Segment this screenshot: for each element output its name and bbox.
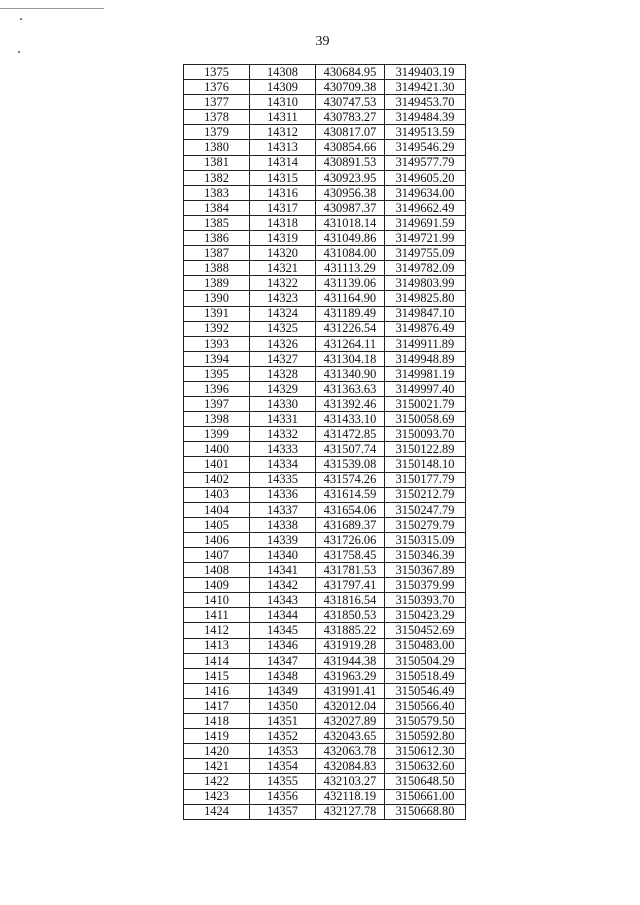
point-number-cell: 1387 [184,246,250,261]
x-coordinate-cell: 431472.85 [316,427,385,442]
x-coordinate-cell: 431340.90 [316,366,385,381]
point-number-cell: 1415 [184,668,250,683]
x-coordinate-cell: 431654.06 [316,502,385,517]
vertex-id-cell: 14338 [250,517,316,532]
point-number-cell: 1409 [184,578,250,593]
vertex-id-cell: 14342 [250,578,316,593]
vertex-id-cell: 14313 [250,140,316,155]
y-coordinate-cell: 3150021.79 [385,397,466,412]
point-number-cell: 1394 [184,351,250,366]
y-coordinate-cell: 3150279.79 [385,517,466,532]
table-row [184,653,466,668]
vertex-id-cell: 14336 [250,487,316,502]
x-coordinate-cell: 431797.41 [316,578,385,593]
x-coordinate-cell: 431018.14 [316,215,385,230]
x-coordinate-cell: 431363.63 [316,381,385,396]
y-coordinate-cell: 3149997.40 [385,381,466,396]
table-row [184,351,466,366]
y-coordinate-cell: 3149453.70 [385,95,466,110]
point-number-cell: 1388 [184,261,250,276]
table-row [184,155,466,170]
x-coordinate-cell: 430891.53 [316,155,385,170]
table-row [184,427,466,442]
x-coordinate-cell: 432084.83 [316,759,385,774]
vertex-id-cell: 14357 [250,804,316,819]
y-coordinate-cell: 3150579.50 [385,714,466,729]
table-row [184,140,466,155]
y-coordinate-cell: 3150093.70 [385,427,466,442]
point-number-cell: 1417 [184,698,250,713]
x-coordinate-cell: 431781.53 [316,563,385,578]
vertex-id-cell: 14351 [250,714,316,729]
y-coordinate-cell: 3150648.50 [385,774,466,789]
table-row [184,291,466,306]
vertex-id-cell: 14346 [250,638,316,653]
table-row [184,125,466,140]
x-coordinate-cell: 431392.46 [316,397,385,412]
vertex-id-cell: 14310 [250,95,316,110]
point-number-cell: 1396 [184,381,250,396]
y-coordinate-cell: 3150393.70 [385,593,466,608]
x-coordinate-cell: 432012.04 [316,698,385,713]
vertex-id-cell: 14322 [250,276,316,291]
x-coordinate-cell: 430684.95 [316,65,385,80]
point-number-cell: 1391 [184,306,250,321]
y-coordinate-cell: 3150122.89 [385,442,466,457]
y-coordinate-cell: 3150566.40 [385,698,466,713]
vertex-id-cell: 14355 [250,774,316,789]
x-coordinate-cell: 432127.78 [316,804,385,819]
y-coordinate-cell: 3149803.99 [385,276,466,291]
point-number-cell: 1393 [184,336,250,351]
x-coordinate-cell: 431963.29 [316,668,385,683]
x-coordinate-cell: 430783.27 [316,110,385,125]
x-coordinate-cell: 431991.41 [316,683,385,698]
vertex-id-cell: 14321 [250,261,316,276]
vertex-id-cell: 14308 [250,65,316,80]
point-number-cell: 1385 [184,215,250,230]
table-row [184,321,466,336]
vertex-id-cell: 14349 [250,683,316,698]
x-coordinate-cell: 430709.38 [316,80,385,95]
table-row [184,80,466,95]
x-coordinate-cell: 431139.06 [316,276,385,291]
y-coordinate-cell: 3150367.89 [385,563,466,578]
point-number-cell: 1399 [184,427,250,442]
table-row [184,487,466,502]
table-row [184,65,466,80]
x-coordinate-cell: 431539.08 [316,457,385,472]
point-number-cell: 1383 [184,185,250,200]
point-number-cell: 1389 [184,276,250,291]
vertex-id-cell: 14311 [250,110,316,125]
x-coordinate-cell: 431614.59 [316,487,385,502]
y-coordinate-cell: 3149721.99 [385,231,466,246]
vertex-id-cell: 14335 [250,472,316,487]
y-coordinate-cell: 3150661.00 [385,789,466,804]
point-number-cell: 1412 [184,623,250,638]
x-coordinate-cell: 431850.53 [316,608,385,623]
y-coordinate-cell: 3150148.10 [385,457,466,472]
table-row [184,397,466,412]
y-coordinate-cell: 3149546.29 [385,140,466,155]
vertex-id-cell: 14330 [250,397,316,412]
table-row [184,457,466,472]
point-number-cell: 1404 [184,502,250,517]
x-coordinate-cell: 430747.53 [316,95,385,110]
page-number: 39 [315,34,330,49]
table-row [184,215,466,230]
table-row [184,683,466,698]
coordinates-table [183,64,466,820]
point-number-cell: 1410 [184,593,250,608]
vertex-id-cell: 14316 [250,185,316,200]
vertex-id-cell: 14337 [250,502,316,517]
vertex-id-cell: 14331 [250,412,316,427]
scan-speck [20,18,22,20]
table-row [184,714,466,729]
point-number-cell: 1379 [184,125,250,140]
point-number-cell: 1403 [184,487,250,502]
x-coordinate-cell: 431304.18 [316,351,385,366]
point-number-cell: 1405 [184,517,250,532]
x-coordinate-cell: 431113.29 [316,261,385,276]
x-coordinate-cell: 431944.38 [316,653,385,668]
vertex-id-cell: 14348 [250,668,316,683]
point-number-cell: 1381 [184,155,250,170]
y-coordinate-cell: 3150632.60 [385,759,466,774]
x-coordinate-cell: 430854.66 [316,140,385,155]
table-row [184,110,466,125]
x-coordinate-cell: 431189.49 [316,306,385,321]
table-row [184,472,466,487]
x-coordinate-cell: 432118.19 [316,789,385,804]
x-coordinate-cell: 431726.06 [316,532,385,547]
table-row [184,200,466,215]
x-coordinate-cell: 432103.27 [316,774,385,789]
y-coordinate-cell: 3150546.49 [385,683,466,698]
y-coordinate-cell: 3149577.79 [385,155,466,170]
vertex-id-cell: 14344 [250,608,316,623]
table-row [184,668,466,683]
table-row [184,563,466,578]
y-coordinate-cell: 3149605.20 [385,170,466,185]
point-number-cell: 1407 [184,548,250,563]
vertex-id-cell: 14329 [250,381,316,396]
point-number-cell: 1419 [184,729,250,744]
y-coordinate-cell: 3150504.29 [385,653,466,668]
table-row [184,698,466,713]
table-row [184,170,466,185]
table-row [184,246,466,261]
table-row [184,759,466,774]
table-row [184,261,466,276]
y-coordinate-cell: 3149847.10 [385,306,466,321]
vertex-id-cell: 14343 [250,593,316,608]
vertex-id-cell: 14325 [250,321,316,336]
point-number-cell: 1377 [184,95,250,110]
vertex-id-cell: 14326 [250,336,316,351]
y-coordinate-cell: 3149755.09 [385,246,466,261]
x-coordinate-cell: 431507.74 [316,442,385,457]
x-coordinate-cell: 430956.38 [316,185,385,200]
x-coordinate-cell: 431919.28 [316,638,385,653]
vertex-id-cell: 14328 [250,366,316,381]
point-number-cell: 1424 [184,804,250,819]
vertex-id-cell: 14352 [250,729,316,744]
y-coordinate-cell: 3149825.80 [385,291,466,306]
vertex-id-cell: 14320 [250,246,316,261]
x-coordinate-cell: 431164.90 [316,291,385,306]
table-row [184,744,466,759]
table-row [184,548,466,563]
vertex-id-cell: 14317 [250,200,316,215]
y-coordinate-cell: 3150212.79 [385,487,466,502]
point-number-cell: 1421 [184,759,250,774]
table-row [184,804,466,819]
x-coordinate-cell: 430987.37 [316,200,385,215]
point-number-cell: 1416 [184,683,250,698]
y-coordinate-cell: 3149876.49 [385,321,466,336]
y-coordinate-cell: 3149948.89 [385,351,466,366]
table-row [184,593,466,608]
vertex-id-cell: 14350 [250,698,316,713]
vertex-id-cell: 14345 [250,623,316,638]
vertex-id-cell: 14340 [250,548,316,563]
x-coordinate-cell: 431689.37 [316,517,385,532]
x-coordinate-cell: 431049.86 [316,231,385,246]
table-row [184,412,466,427]
y-coordinate-cell: 3150452.69 [385,623,466,638]
y-coordinate-cell: 3149662.49 [385,200,466,215]
coordinates-table-body [184,65,466,820]
y-coordinate-cell: 3149484.39 [385,110,466,125]
x-coordinate-cell: 431758.45 [316,548,385,563]
x-coordinate-cell: 431226.54 [316,321,385,336]
x-coordinate-cell: 431574.26 [316,472,385,487]
vertex-id-cell: 14319 [250,231,316,246]
x-coordinate-cell: 431084.00 [316,246,385,261]
x-coordinate-cell: 430817.07 [316,125,385,140]
vertex-id-cell: 14334 [250,457,316,472]
y-coordinate-cell: 3150592.80 [385,729,466,744]
table-row [184,502,466,517]
vertex-id-cell: 14315 [250,170,316,185]
y-coordinate-cell: 3150423.29 [385,608,466,623]
x-coordinate-cell: 432027.89 [316,714,385,729]
table-row [184,185,466,200]
y-coordinate-cell: 3150612.30 [385,744,466,759]
vertex-id-cell: 14318 [250,215,316,230]
table-row [184,789,466,804]
scan-speck [18,51,20,53]
vertex-id-cell: 14327 [250,351,316,366]
point-number-cell: 1397 [184,397,250,412]
x-coordinate-cell: 431264.11 [316,336,385,351]
table-row [184,729,466,744]
y-coordinate-cell: 3149513.59 [385,125,466,140]
y-coordinate-cell: 3149421.30 [385,80,466,95]
vertex-id-cell: 14341 [250,563,316,578]
table-row [184,638,466,653]
y-coordinate-cell: 3150379.99 [385,578,466,593]
point-number-cell: 1392 [184,321,250,336]
vertex-id-cell: 14354 [250,759,316,774]
table-row [184,608,466,623]
vertex-id-cell: 14314 [250,155,316,170]
y-coordinate-cell: 3149634.00 [385,185,466,200]
table-row [184,442,466,457]
y-coordinate-cell: 3150058.69 [385,412,466,427]
y-coordinate-cell: 3150668.80 [385,804,466,819]
table-row [184,231,466,246]
vertex-id-cell: 14323 [250,291,316,306]
x-coordinate-cell: 432043.65 [316,729,385,744]
y-coordinate-cell: 3150247.79 [385,502,466,517]
vertex-id-cell: 14312 [250,125,316,140]
y-coordinate-cell: 3149691.59 [385,215,466,230]
point-number-cell: 1422 [184,774,250,789]
point-number-cell: 1375 [184,65,250,80]
point-number-cell: 1384 [184,200,250,215]
x-coordinate-cell: 431433.10 [316,412,385,427]
point-number-cell: 1376 [184,80,250,95]
y-coordinate-cell: 3150346.39 [385,548,466,563]
y-coordinate-cell: 3150315.09 [385,532,466,547]
vertex-id-cell: 14332 [250,427,316,442]
point-number-cell: 1406 [184,532,250,547]
table-row [184,336,466,351]
point-number-cell: 1386 [184,231,250,246]
point-number-cell: 1423 [184,789,250,804]
table-row [184,95,466,110]
y-coordinate-cell: 3149782.09 [385,261,466,276]
vertex-id-cell: 14324 [250,306,316,321]
point-number-cell: 1413 [184,638,250,653]
point-number-cell: 1420 [184,744,250,759]
table-row [184,578,466,593]
table-row [184,517,466,532]
x-coordinate-cell: 431885.22 [316,623,385,638]
y-coordinate-cell: 3150177.79 [385,472,466,487]
table-row [184,381,466,396]
point-number-cell: 1378 [184,110,250,125]
y-coordinate-cell: 3149981.19 [385,366,466,381]
table-row [184,532,466,547]
y-coordinate-cell: 3150518.49 [385,668,466,683]
point-number-cell: 1408 [184,563,250,578]
vertex-id-cell: 14339 [250,532,316,547]
table-row [184,276,466,291]
table-row [184,774,466,789]
point-number-cell: 1398 [184,412,250,427]
vertex-id-cell: 14356 [250,789,316,804]
y-coordinate-cell: 3149403.19 [385,65,466,80]
y-coordinate-cell: 3150483.00 [385,638,466,653]
point-number-cell: 1382 [184,170,250,185]
scan-top-rule [0,8,104,9]
table-row [184,366,466,381]
point-number-cell: 1380 [184,140,250,155]
x-coordinate-cell: 432063.78 [316,744,385,759]
table-row [184,306,466,321]
point-number-cell: 1401 [184,457,250,472]
vertex-id-cell: 14353 [250,744,316,759]
vertex-id-cell: 14333 [250,442,316,457]
point-number-cell: 1411 [184,608,250,623]
point-number-cell: 1402 [184,472,250,487]
table-row [184,623,466,638]
point-number-cell: 1414 [184,653,250,668]
point-number-cell: 1395 [184,366,250,381]
point-number-cell: 1418 [184,714,250,729]
x-coordinate-cell: 431816.54 [316,593,385,608]
point-number-cell: 1390 [184,291,250,306]
y-coordinate-cell: 3149911.89 [385,336,466,351]
vertex-id-cell: 14347 [250,653,316,668]
x-coordinate-cell: 430923.95 [316,170,385,185]
point-number-cell: 1400 [184,442,250,457]
vertex-id-cell: 14309 [250,80,316,95]
